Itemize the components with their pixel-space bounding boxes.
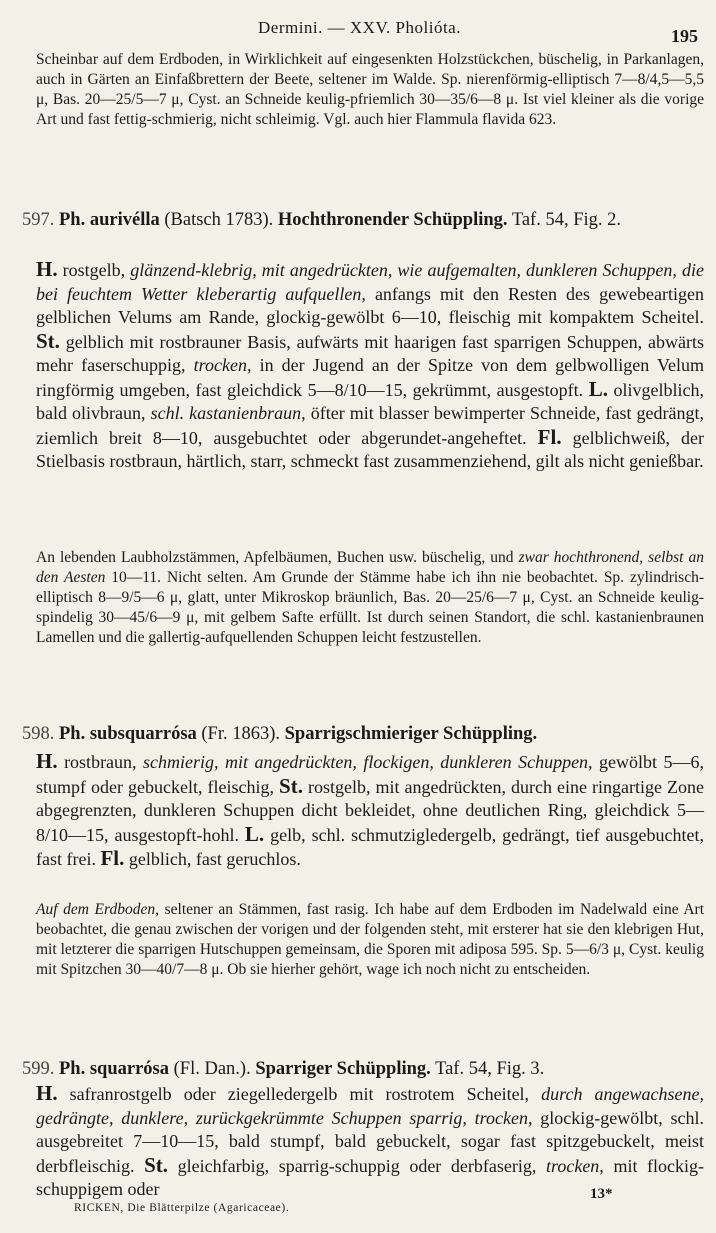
entry-heading-598 xyxy=(22,722,704,746)
signature-mark: 13* xyxy=(590,1186,613,1202)
page-header xyxy=(0,18,716,50)
author-citation: (Batsch 1783). xyxy=(164,210,274,230)
cap-label: H. xyxy=(36,749,58,773)
plate-reference: Taf. 54, Fig. 2. xyxy=(511,210,622,230)
lamellae-label: L. xyxy=(244,821,265,846)
entry-description-598: H. rostbraun, schmierig, mit angedrückten, flockigen, dunkleren Schuppen, gewölbt 5—6, stumpf oder gebuckelt, fleischig, St. rostgelb, mit angedrückten, durch eine ringartige Zone abgegrenzten, dunkleren Schuppen dicht bekleidet, ohne deutlichen Ring, gleichdick 5—8/10—15, ausgestopft-hohl. L. gelb, schl. schmutzigledergelb, gedrängt, tief ausgebuchtet, fast frei. Fl. gelblich, fast geruchlos. xyxy=(36,749,705,870)
entry-number: 599. xyxy=(22,1059,55,1079)
latin-name: Ph. aurivélla xyxy=(59,210,160,230)
page-footer: RICKEN, Die Blätterpilze (Agaricaceae). xyxy=(74,1202,290,1214)
plate-reference: Taf. 54, Fig. 3. xyxy=(435,1059,545,1079)
stem-label: St. xyxy=(36,328,60,353)
entry-number: 597. xyxy=(22,210,55,230)
latin-name: Ph. squarrósa xyxy=(59,1059,169,1079)
entry-description-597: H. rostgelb, glänzend-klebrig, mit angedrückten, wie aufgemalten, dunkleren Schuppen, die bei feuchtem Wetter kleberartig aufquellen, anfangs mit den Resten des gewebeartigen gelblichen Velums am Rande, glockig-gewölbt 6—10, fleischig mit kompaktem Scheitel. St. gelblich mit rostbrauner Basis, aufwärts mit haarigen fast sparrigen Schuppen, abwärts mehr faserschuppig, trocken, in der Jugend an der Spitze von dem gelbwolligen Velum ringförmig umgeben, fast gleichdick 5—8/10—15, gekrümmt, ausgestopft. L. olivgelblich, bald olivbraun, schl. kastanienbraun, öfter mit blasser bewimperter Schneide, fast gedrängt, ziemlich breit 8—10, ausgebuchtet oder abgerundet-angeheftet. Fl. gelblichweiß, der Stielbasis rostbraun, härtlich, starr, schmeckt fast zusammenziehend, gilt als nicht genießbar. xyxy=(36,257,705,471)
entry-number: 598. xyxy=(22,724,55,744)
flesh-label: Fl. xyxy=(100,846,125,870)
cap-label: H. xyxy=(36,1081,58,1105)
entry-description-599: H. safranrostgelb oder ziegelledergelb mit rostrotem Scheitel, durch angewachsene, gedrängte, dunklere, zurückgekrümmte Schuppen sparrig, trocken, glockig-gewölbt, schl. ausgebreitet 7—10—15, bald stumpf, bald gebuckelt, sogar fast spitzgebuckelt, meist derbfleischig. St. gleichfarbig, sparrig-schuppig oder derbfaserig, trocken, mit flockig-schuppigem oder xyxy=(36,1081,705,1199)
entry-note-597: An lebenden Laubholzstämmen, Apfelbäumen, Buchen usw. büschelig, und zwar hochthronend, selbst an den Aesten 10—11. Nicht selten. Am Grunde der Stämme habe ich ihn nie beobachtet. Sp. zylindrisch-elliptisch 8—9/5—6 μ, glatt, unter Mikroskop bräunlich, Bas. 20—25/6—7 μ, Cyst. an Schneide keulig-spindelig 30—45/6—9 μ, mit gelbem Safte erfüllt. Ist durch seinen Standort, die schl. kastanienbraunen Lamellen und die gallertig-aufquellenden Schuppen leicht festzustellen. xyxy=(36,549,705,646)
page-number: 195 xyxy=(671,26,698,46)
latin-name: Ph. subsquarrósa xyxy=(59,724,197,744)
german-name: Sparriger Schüppling. xyxy=(255,1059,431,1079)
top-note: Scheinbar auf dem Erdboden, in Wirklichkeit auf eingesenkten Holzstückchen, büschelig, in Parkanlagen, auch in Gärten an Einfaßbrettern der Beete, seltener im Walde. Sp. nierenförmig-elliptisch 7—8/4,5—5,5 μ, Bas. 20—25/5—7 μ, Cyst. an Schneide keulig-pfriemlich 30—35/6—8 μ. Ist viel kleiner als die vorige Art und fast fettig-schmierig, nicht schleimig. Vgl. auch hier Flammula flavida 623. xyxy=(36,51,704,128)
stem-label: St. xyxy=(144,1152,169,1177)
lamellae-label: L. xyxy=(588,376,608,401)
flesh-label: Fl. xyxy=(537,424,562,449)
cap-label: H. xyxy=(36,257,58,281)
german-name: Hochthronender Schüppling. xyxy=(277,210,508,230)
entry-heading-597 xyxy=(22,208,704,232)
author-citation: (Fl. Dan.). xyxy=(173,1059,251,1079)
stem-label: St. xyxy=(279,773,303,798)
author-citation: (Fr. 1863). xyxy=(201,724,281,744)
entry-heading-599 xyxy=(22,1057,704,1081)
entry-note-598: Auf dem Erdboden, seltener an Stämmen, fast rasig. Ich habe auf dem Erdboden im Nadelwald eine Art beobachtet, die genau zwischen der vorigen und der folgenden steht, mit ersterer hat sie den klebrigen Hut, mit letzterer die sparrigen Hutschuppen gemeinsam, die Sporen mit adiposa 595. Sp. 5—6/3 μ, Cyst. keulig mit Spitzchen 30—40/7—8 μ. Ob sie hierher gehört, wage ich noch nicht zu entscheiden. xyxy=(36,901,705,978)
german-name: Sparrigschmieriger Schüppling. xyxy=(284,724,538,744)
running-head: Dermini. — XXV. Pholióta. xyxy=(258,18,461,37)
